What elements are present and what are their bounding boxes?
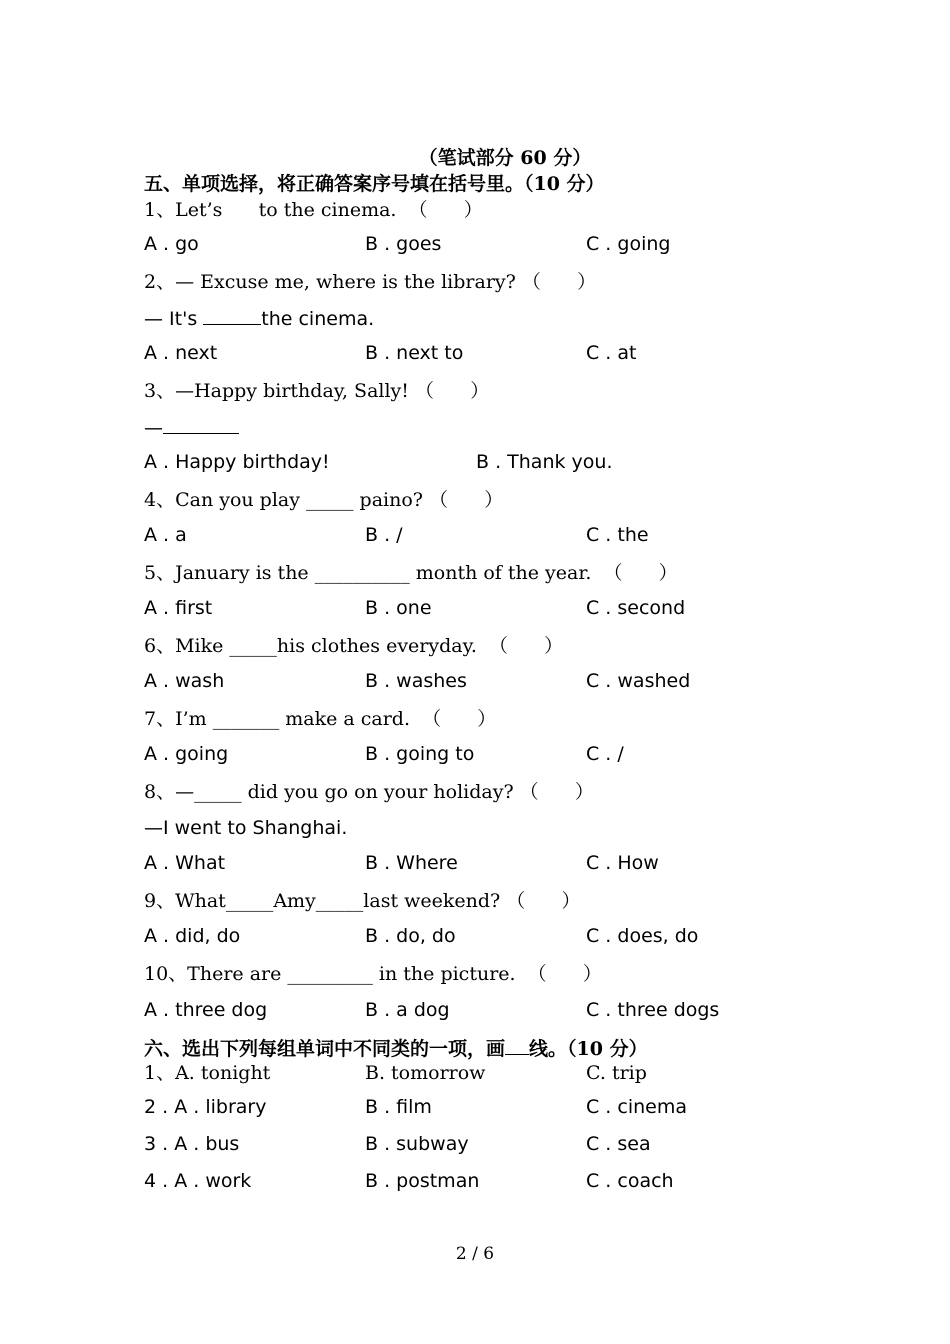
q6-option-b: B . washes — [365, 670, 467, 692]
q7-option-b: B . going to — [365, 743, 475, 765]
q2-option-c: C . at — [586, 342, 637, 364]
q10-stem: 10、There are _________ in the picture. （ ） — [144, 963, 602, 985]
q3-stem: 3、—Happy birthday, Sally! （ ） — [144, 380, 490, 402]
q8-option-a: A . What — [144, 852, 226, 874]
q5-option-b: B . one — [365, 597, 432, 619]
q9-option-c: C . does, do — [586, 925, 699, 947]
q9-stem: 9、What_____Amy_____last weekend? （ ） — [144, 890, 581, 912]
q1-option-a: A . go — [144, 233, 199, 255]
q7-stem: 7、I’m _______ make a card. （ ） — [144, 708, 497, 730]
q3-subline-dash: — — [144, 417, 163, 439]
q10-option-b: B . a dog — [365, 999, 450, 1021]
s6-row3-a: 3 . A . bus — [144, 1133, 240, 1155]
q7-option-a: A . going — [144, 743, 229, 765]
section6-title — [144, 1035, 648, 1061]
q3-blank — [163, 415, 239, 434]
section6-title-post: 线。（10 分） — [529, 1038, 648, 1060]
s6-row1-a: 1、A. tonight — [144, 1062, 271, 1084]
q3-subline — [144, 415, 239, 440]
q4-option-b: B . / — [365, 524, 403, 546]
s6-row3-b: B . subway — [365, 1133, 469, 1155]
q2-subline-pre: — It's — [144, 308, 204, 330]
section5-title: 五、单项选择，将正确答案序号填在括号里。（10 分） — [144, 173, 605, 195]
page-number: 2 / 6 — [455, 1244, 495, 1264]
s6-row2-a: 2 . A . library — [144, 1096, 267, 1118]
q10-option-c: C . three dogs — [586, 999, 720, 1021]
q8-stem: 8、—_____ did you go on your holiday? （ ） — [144, 781, 594, 803]
s6-row4-a: 4 . A . work — [144, 1170, 252, 1192]
q2-option-a: A . next — [144, 342, 218, 364]
q2-stem: 2、— Excuse me, where is the library? （ ） — [144, 271, 597, 293]
q10-option-a: A . three dog — [144, 999, 268, 1021]
section6-title-blank — [505, 1035, 529, 1055]
section6-title-pre: 六、选出下列每组单词中不同类的一项，画 — [144, 1038, 506, 1060]
s6-row1-b: B. tomorrow — [365, 1062, 486, 1084]
s6-row4-b: B . postman — [365, 1170, 480, 1192]
q3-option-b: B . Thank you. — [476, 451, 613, 473]
q1-stem: 1、Let’s to the cinema. （ ） — [144, 199, 483, 221]
q6-stem: 6、Mike _____his clothes everyday. （ ） — [144, 635, 564, 657]
q7-option-c: C . / — [586, 743, 624, 765]
q2-blank — [203, 306, 261, 325]
section-header: （笔试部分 60 分） — [418, 147, 592, 169]
q8-option-b: B . Where — [365, 852, 458, 874]
q2-subline-post: the cinema. — [261, 308, 375, 330]
q3-option-a: A . Happy birthday! — [144, 451, 330, 473]
s6-row2-c: C . cinema — [586, 1096, 687, 1118]
q1-option-c: C . going — [586, 233, 671, 255]
q9-option-a: A . did, do — [144, 925, 241, 947]
q6-option-c: C . washed — [586, 670, 691, 692]
q8-subline: —I went to Shanghai. — [144, 817, 348, 839]
s6-row4-c: C . coach — [586, 1170, 674, 1192]
q8-option-c: C . How — [586, 852, 659, 874]
q5-option-a: A . first — [144, 597, 213, 619]
q2-subline — [144, 306, 374, 331]
q5-option-c: C . second — [586, 597, 686, 619]
s6-row3-c: C . sea — [586, 1133, 651, 1155]
s6-row2-b: B . film — [365, 1096, 432, 1118]
q2-option-b: B . next to — [365, 342, 464, 364]
s6-row1-c: C. trip — [586, 1062, 647, 1084]
q6-option-a: A . wash — [144, 670, 225, 692]
q9-option-b: B . do, do — [365, 925, 456, 947]
q4-stem: 4、Can you play _____ paino? （ ） — [144, 489, 504, 511]
q5-stem: 5、January is the __________ month of the year. （ ） — [144, 562, 678, 584]
q1-option-b: B . goes — [365, 233, 442, 255]
q4-option-a: A . a — [144, 524, 187, 546]
q4-option-c: C . the — [586, 524, 649, 546]
